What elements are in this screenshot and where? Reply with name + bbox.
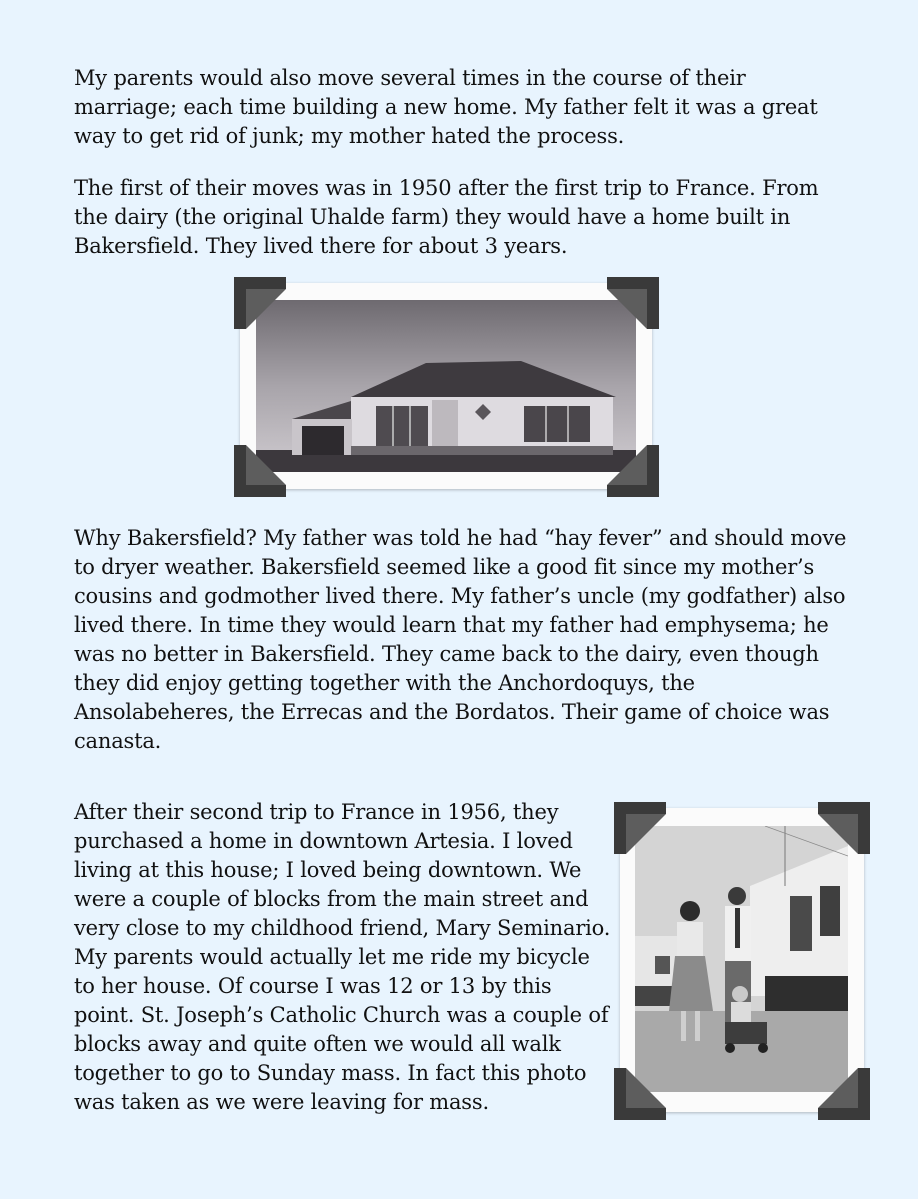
paragraph-artesia: After their second trip to France in 1956, they purchased a home in downtown Artesia. I loved living at this house; I loved being downtown. We were a couple of blocks from the main street and very close to my childhood friend, Mary Seminario. My parents would actually let me ride my bicycle to her house. Of course I was 12 or 13 by this point. St. Joseph’s Catholic Church was a couple of blocks away and quite often we would all walk together to go to Sunday mass. In fact this photo was taken as we were leaving for mass. [74,800,611,1114]
photo-corner-bottom-left [614,1068,666,1120]
bakersfield-house-photo [240,283,652,489]
photo-corner-top-right [818,802,870,854]
photo-corner-bottom-left [234,445,286,497]
photo-corner-top-left [614,802,666,854]
family-image [635,826,848,1092]
paragraph-moves: My parents would also move several times in the course of their marriage; each time building a new home. My father felt it was a great way to get rid of junk; my mother hated the process. [74,66,818,148]
paragraph-first-move: The first of their moves was in 1950 after the first trip to France. From the dairy (the original Uhalde farm) they would have a home built in Bakersfield. They lived there for about 3 years. [74,176,819,258]
photo-corner-bottom-right [818,1068,870,1120]
photo-corner-bottom-right [607,445,659,497]
photo-corner-top-right [607,277,659,329]
paragraph-why-bakersfield: Why Bakersfield? My father was told he had “hay fever” and should move to dryer weather. Bakersfield seemed like a good fit since my mother’s cousins and godmother lived there. My father’s uncle (my godfather) also lived there. In time they would learn that my father had emphysema; he was no better in Bakersfield. They came back to the dairy, even though they did enjoy getting together with the Anchordoquys, the Ansolabeheres, the Errecas and the Bordatos. Their game of choice was canasta. [74,526,847,753]
house-image [256,300,636,472]
photo-corner-top-left [234,277,286,329]
